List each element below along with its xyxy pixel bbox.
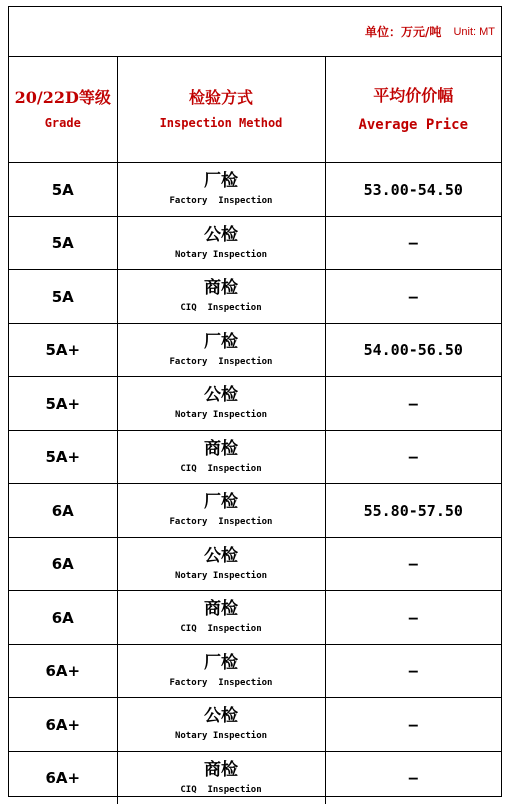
method-en: CIQ Inspection xyxy=(180,303,262,314)
unit-label-en: Unit: MT xyxy=(453,25,495,38)
method-en: Factory Inspection xyxy=(169,517,273,528)
grade-cell xyxy=(9,270,117,324)
method-cn: 商检 xyxy=(204,438,238,459)
price-table-container xyxy=(8,6,502,797)
method-cell xyxy=(117,591,325,645)
table-row xyxy=(9,163,501,217)
grade-cell xyxy=(9,537,117,591)
grade-cell xyxy=(9,216,117,270)
grade-cell xyxy=(9,430,117,484)
method-cell xyxy=(117,484,325,538)
grade-value: 5A+ xyxy=(45,341,81,360)
method-cn: 公检 xyxy=(204,545,238,566)
header-price xyxy=(325,57,501,163)
grade-cell xyxy=(9,323,117,377)
price-value: – xyxy=(408,287,418,306)
table-row xyxy=(9,644,501,698)
table-row xyxy=(9,323,501,377)
table-row xyxy=(9,698,501,752)
header-price-cn: 平均价价幅 xyxy=(373,85,454,105)
method-en: CIQ Inspection xyxy=(180,624,262,635)
price-cell xyxy=(325,591,501,645)
grade-value: 6A+ xyxy=(45,662,81,681)
price-value: – xyxy=(408,448,418,467)
table-row xyxy=(9,537,501,591)
header-method xyxy=(117,57,325,163)
method-cn: 厂检 xyxy=(204,492,238,513)
method-cell xyxy=(117,698,325,752)
price-value: 55.80-57.50 xyxy=(363,501,463,520)
method-cn: 厂检 xyxy=(204,652,238,673)
grade-cell xyxy=(9,698,117,752)
grade-value: 5A xyxy=(51,234,74,253)
price-value: 54.00-56.50 xyxy=(363,341,463,360)
method-en: Factory Inspection xyxy=(169,356,273,367)
price-cell xyxy=(325,163,501,217)
method-en: Notary Inspection xyxy=(174,731,268,742)
table-row xyxy=(9,751,501,804)
method-cn: 公检 xyxy=(204,385,238,406)
method-cn: 厂检 xyxy=(204,331,238,352)
price-value: – xyxy=(408,234,418,253)
method-en: CIQ Inspection xyxy=(180,784,262,795)
grade-value: 5A xyxy=(51,287,74,306)
price-value: – xyxy=(408,662,418,681)
grade-cell xyxy=(9,484,117,538)
price-value: – xyxy=(408,394,418,413)
price-table xyxy=(9,57,501,804)
grade-value: 6A xyxy=(51,501,74,520)
grade-cell xyxy=(9,644,117,698)
method-cn: 厂检 xyxy=(204,171,238,192)
method-cn: 商检 xyxy=(204,278,238,299)
header-price-en: Average Price xyxy=(358,116,469,133)
header-method-en: Inspection Method xyxy=(159,115,283,130)
price-value: – xyxy=(408,715,418,734)
price-value: – xyxy=(408,769,418,788)
table-row xyxy=(9,484,501,538)
grade-cell xyxy=(9,751,117,804)
price-cell xyxy=(325,537,501,591)
grade-cell xyxy=(9,163,117,217)
method-cell xyxy=(117,537,325,591)
method-cn: 商检 xyxy=(204,759,238,780)
method-en: Notary Inspection xyxy=(174,410,268,421)
price-cell xyxy=(325,323,501,377)
price-cell xyxy=(325,698,501,752)
grade-value: 6A xyxy=(51,608,74,627)
grade-cell xyxy=(9,591,117,645)
header-row xyxy=(9,57,501,163)
method-en: CIQ Inspection xyxy=(180,463,262,474)
table-row xyxy=(9,377,501,431)
price-value: – xyxy=(408,555,418,574)
header-grade-en: Grade xyxy=(44,115,81,130)
table-row xyxy=(9,216,501,270)
method-cn: 商检 xyxy=(204,599,238,620)
header-method-cn: 检验方式 xyxy=(188,87,253,107)
table-row xyxy=(9,430,501,484)
price-value: – xyxy=(408,608,418,627)
method-cell xyxy=(117,377,325,431)
unit-row xyxy=(9,7,501,57)
table-row xyxy=(9,270,501,324)
grade-value: 5A+ xyxy=(45,394,81,413)
method-en: Notary Inspection xyxy=(174,249,268,260)
method-en: Factory Inspection xyxy=(169,677,273,688)
grade-cell xyxy=(9,377,117,431)
method-cn: 公检 xyxy=(204,706,238,727)
method-en: Factory Inspection xyxy=(169,196,273,207)
header-grade xyxy=(9,57,117,163)
grade-value: 6A+ xyxy=(45,769,81,788)
grade-value: 5A xyxy=(51,180,74,199)
grade-value: 5A+ xyxy=(45,448,81,467)
method-cell xyxy=(117,163,325,217)
method-cell xyxy=(117,323,325,377)
method-en: Notary Inspection xyxy=(174,570,268,581)
price-cell xyxy=(325,270,501,324)
price-cell xyxy=(325,751,501,804)
header-grade-cn: 20/22D等级 xyxy=(14,87,111,107)
price-cell xyxy=(325,216,501,270)
price-cell xyxy=(325,484,501,538)
price-cell xyxy=(325,377,501,431)
method-cell xyxy=(117,270,325,324)
price-cell xyxy=(325,644,501,698)
unit-label-cn: 单位：万元/吨 xyxy=(365,25,442,39)
table-row xyxy=(9,591,501,645)
grade-value: 6A+ xyxy=(45,715,81,734)
method-cell xyxy=(117,751,325,804)
method-cell xyxy=(117,430,325,484)
method-cn: 公检 xyxy=(204,224,238,245)
price-cell xyxy=(325,430,501,484)
method-cell xyxy=(117,216,325,270)
price-value: 53.00-54.50 xyxy=(363,180,463,199)
grade-value: 6A xyxy=(51,555,74,574)
method-cell xyxy=(117,644,325,698)
